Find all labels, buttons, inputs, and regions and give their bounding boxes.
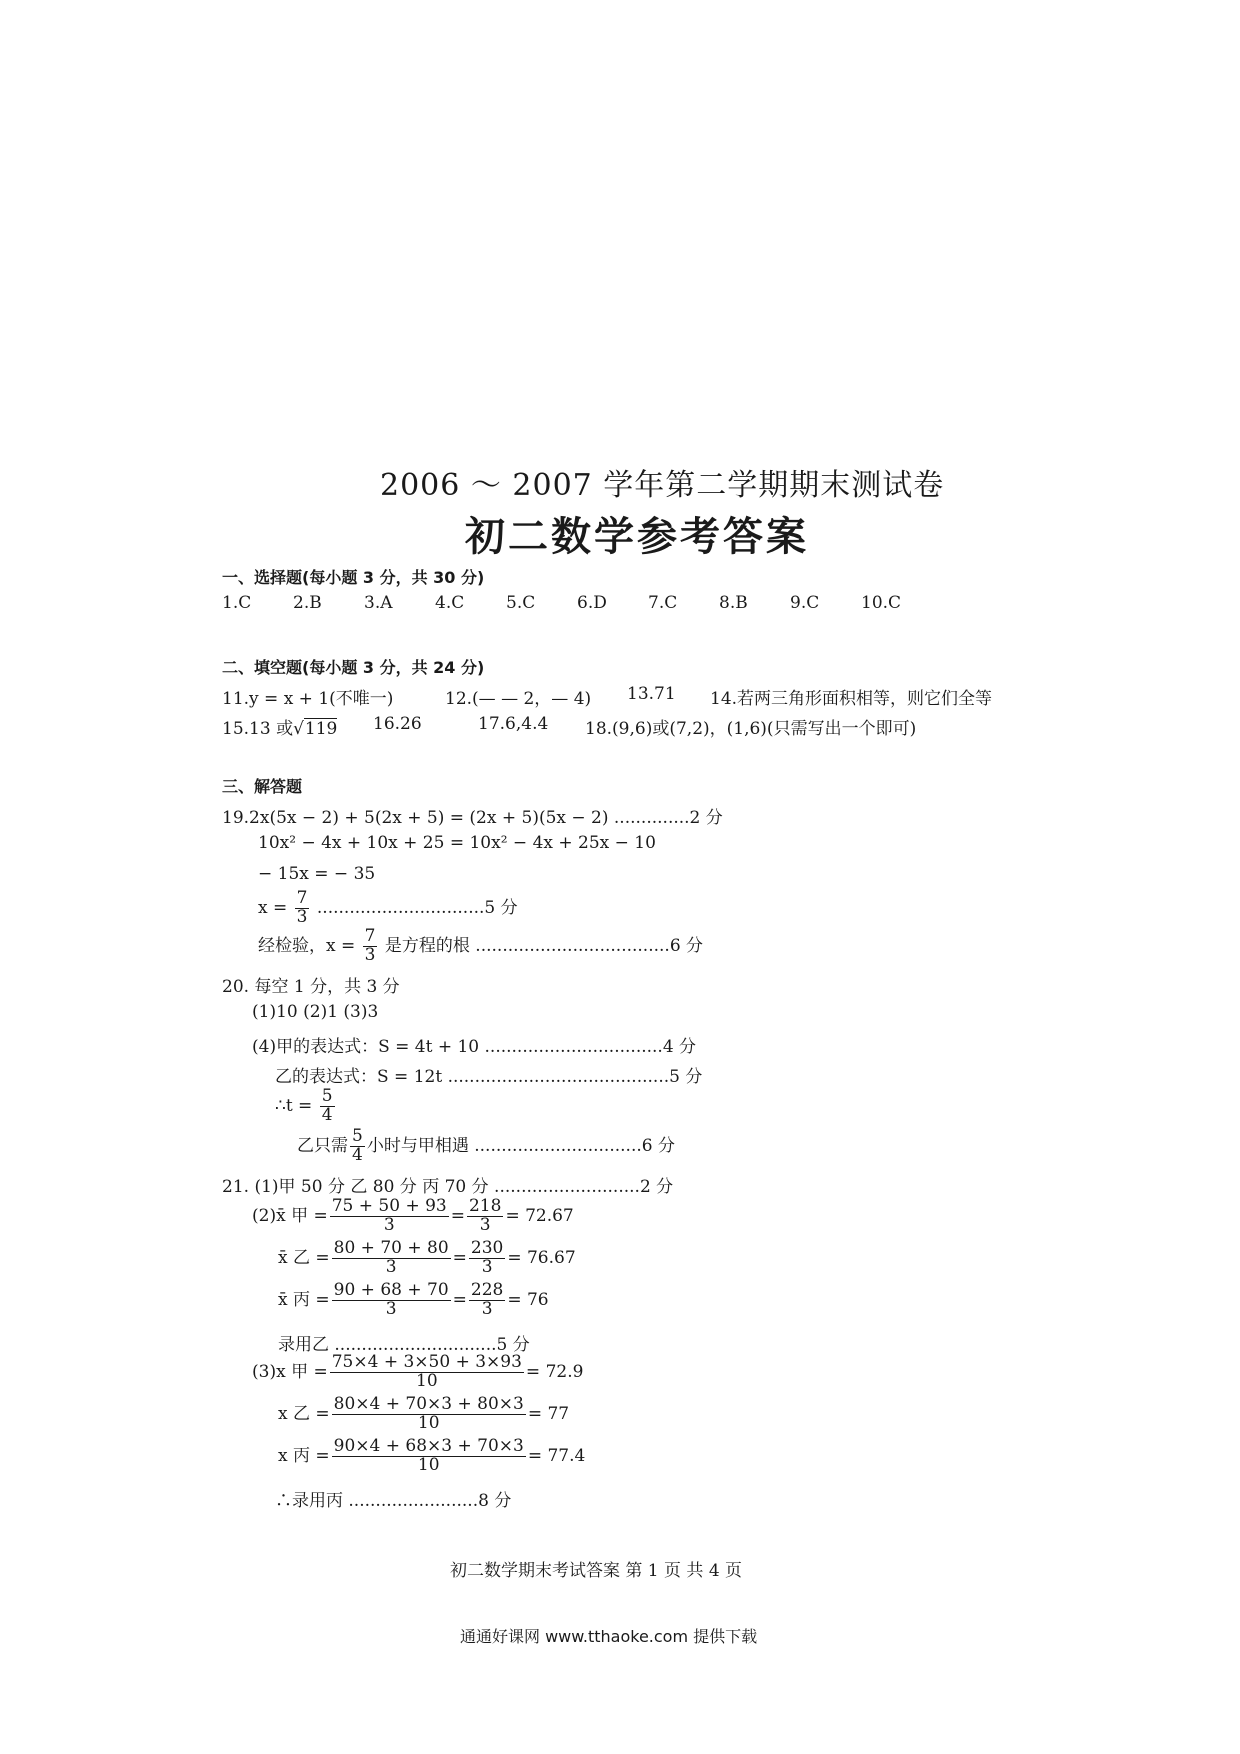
numerator: 7 — [296, 888, 308, 908]
numerator: 80 + 70 + 80 — [333, 1238, 449, 1258]
fill-answer-18: 18.(9,6)或(7,2)，(1,6)(只需写出一个即可) — [585, 719, 917, 739]
answer-7: 7.C — [648, 593, 678, 613]
q19-line4 — [258, 890, 518, 927]
answer-8: 8.B — [719, 593, 748, 613]
fraction — [332, 1240, 451, 1277]
numerator: 5 — [352, 1126, 363, 1146]
numerator: 75 + 50 + 93 — [331, 1196, 447, 1216]
q20-line4: 乙的表达式：S = 12t .........................................5 分 — [275, 1067, 703, 1087]
choice-answers — [222, 593, 932, 613]
fraction — [363, 928, 378, 965]
denominator: 10 — [416, 1370, 438, 1391]
q21-p2-jia — [252, 1198, 574, 1235]
mean-label: x̄ 乙 = — [278, 1247, 330, 1268]
fraction — [332, 1282, 451, 1319]
q21-p3-yi — [278, 1396, 569, 1433]
result: = 72.9 — [525, 1361, 584, 1382]
equals: = — [452, 1289, 467, 1310]
answer-5: 5.C — [506, 593, 536, 613]
q20-score-6: 小时与甲相遇 ...............................6 分 — [366, 1135, 675, 1156]
q19-x-eq: x = — [258, 897, 288, 918]
q21-p3-conclusion: ∴录用丙 ........................8 分 — [275, 1491, 512, 1511]
denominator: 3 — [364, 944, 376, 965]
q20-need: 乙只需 — [297, 1135, 348, 1156]
result: = 77.4 — [527, 1445, 586, 1466]
q21-p2-conclusion: 录用乙 ..............................5 分 — [278, 1335, 530, 1355]
q21-p3-jia — [252, 1354, 583, 1391]
numerator: 7 — [364, 926, 376, 946]
fraction — [332, 1438, 526, 1475]
denominator: 3 — [481, 1298, 493, 1319]
q21-line1: 21. (1)甲 50 分 乙 80 分 丙 70 分 ...........................2 分 — [222, 1177, 674, 1197]
answer-10: 10.C — [861, 593, 902, 613]
fill-answer-17: 17.6,4.4 — [478, 714, 549, 734]
fraction — [332, 1396, 526, 1433]
fill-answer-15 — [222, 714, 337, 739]
fill-answer-14: 14.若两三角形面积相等，则它们全等 — [710, 689, 993, 709]
numerator: 218 — [468, 1196, 502, 1216]
equals: = — [452, 1247, 467, 1268]
answer-4: 4.C — [435, 593, 465, 613]
fill-answer-12: 12.(— — 2，— 4) — [445, 689, 592, 709]
denominator: 3 — [481, 1256, 493, 1277]
q20-line3: (4)甲的表达式：S = 4t + 10 .................................4 分 — [252, 1037, 697, 1057]
mean-label: x̄ 丙 = — [278, 1289, 330, 1310]
result: = 76 — [507, 1289, 549, 1310]
fraction — [467, 1198, 503, 1235]
q15-prefix: 15.13 或 — [222, 719, 294, 739]
fill-answer-13: 13.71 — [627, 684, 676, 704]
fraction — [330, 1354, 524, 1391]
sqrt-symbol: √ — [293, 719, 304, 739]
weighted-label: (3)x 甲 = — [252, 1361, 328, 1382]
numerator: 90 + 68 + 70 — [333, 1280, 449, 1300]
result: = 72.67 — [505, 1205, 574, 1226]
q19-line1: 19.2x(5x − 2) + 5(2x + 5) = (2x + 5)(5x − 2) ..............2 分 — [222, 808, 723, 828]
q20-line5 — [275, 1088, 337, 1125]
denominator: 3 — [385, 1256, 397, 1277]
q20-line2: (1)10 (2)1 (3)3 — [252, 1002, 379, 1022]
page-title: 初二数学参考答案 — [465, 514, 809, 560]
answer-2: 2.B — [293, 593, 322, 613]
q19-line3: − 15x = − 35 — [258, 864, 376, 884]
q19-line2: 10x² − 4x + 10x + 25 = 10x² − 4x + 25x − 10 — [258, 833, 656, 853]
numerator: 80×4 + 70×3 + 80×3 — [333, 1394, 524, 1414]
section1-heading: 一、选择题(每小题 3 分，共 30 分) — [222, 568, 485, 587]
numerator: 75×4 + 3×50 + 3×93 — [331, 1352, 522, 1372]
numerator: 90×4 + 68×3 + 70×3 — [333, 1436, 524, 1456]
fill-answer-16: 16.26 — [373, 714, 422, 734]
fraction — [469, 1240, 505, 1277]
mean-label: (2)x̄ 甲 = — [252, 1205, 328, 1226]
fraction — [330, 1198, 449, 1235]
fill-answer-11: 11.y = x + 1(不唯一) — [222, 689, 394, 709]
site-credit: 通通好课网 www.tthaoke.com 提供下载 — [460, 1627, 758, 1646]
q19-score-6: 是方程的根 ....................................6 分 — [384, 935, 704, 956]
q19-score-5: ...............................5 分 — [316, 897, 518, 918]
numerator: 5 — [321, 1086, 333, 1106]
fraction — [350, 1128, 365, 1165]
weighted-label: x 乙 = — [278, 1403, 330, 1424]
q21-p3-bing — [278, 1438, 585, 1475]
denominator: 3 — [479, 1214, 491, 1235]
denominator: 10 — [417, 1454, 440, 1475]
section3-heading: 三、解答题 — [222, 777, 303, 796]
result: = 76.67 — [507, 1247, 576, 1268]
q15-radicand: 119 — [304, 719, 338, 739]
section2-heading: 二、填空题(每小题 3 分，共 24 分) — [222, 658, 485, 677]
numerator: 228 — [470, 1280, 504, 1300]
equals: = — [450, 1205, 465, 1226]
q21-p2-yi — [278, 1240, 576, 1277]
fraction — [295, 890, 310, 927]
fraction — [469, 1282, 505, 1319]
answer-3: 3.A — [364, 593, 393, 613]
q19-line5 — [258, 928, 703, 965]
exam-title: 2006 ～ 2007 学年第二学期期末测试卷 — [380, 468, 945, 503]
q20-line6 — [297, 1128, 675, 1165]
denominator: 3 — [385, 1298, 397, 1319]
numerator: 230 — [470, 1238, 504, 1258]
denominator: 4 — [321, 1104, 333, 1125]
result: = 77 — [527, 1403, 570, 1424]
q19-check: 经检验，x = — [258, 935, 356, 956]
fraction — [320, 1088, 335, 1125]
answer-1: 1.C — [222, 593, 252, 613]
denominator: 10 — [417, 1412, 440, 1433]
answer-6: 6.D — [577, 593, 607, 613]
q20-t-eq: ∴t = — [275, 1095, 313, 1116]
denominator: 3 — [383, 1214, 395, 1235]
q20-line1: 20. 每空 1 分，共 3 分 — [222, 977, 400, 997]
q21-p2-bing — [278, 1282, 549, 1319]
answer-9: 9.C — [790, 593, 820, 613]
denominator: 4 — [352, 1144, 363, 1165]
weighted-label: x 丙 = — [278, 1445, 330, 1466]
page-footer: 初二数学期末考试答案 第 1 页 共 4 页 — [450, 1561, 743, 1581]
denominator: 3 — [296, 906, 308, 927]
